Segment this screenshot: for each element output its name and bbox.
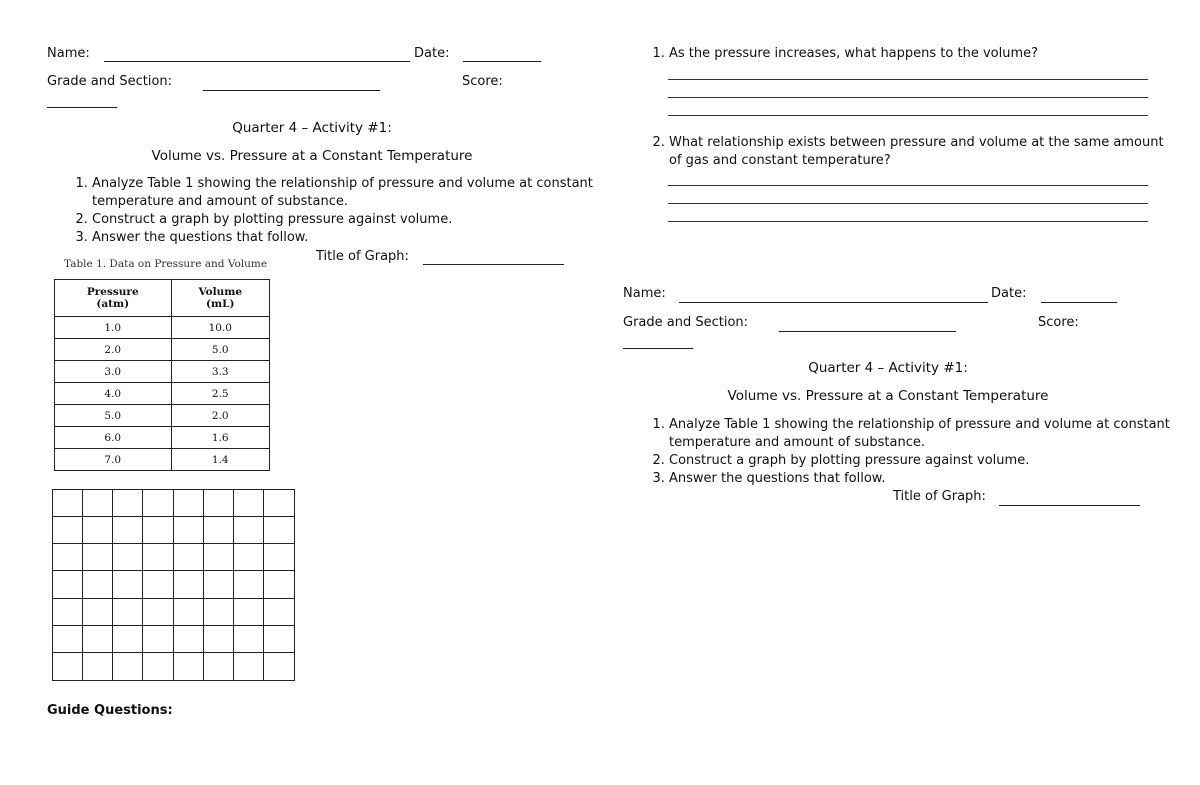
instruction-item: 1. Analyze Table 1 showing the relationship of pressure and volume at constant temperature and amount of substance. [92, 175, 612, 211]
pressure-cell: 3.0 [55, 361, 172, 383]
activity-title: Quarter 4 – Activity #1: [232, 120, 392, 136]
table-row [55, 405, 270, 427]
pressure-cell: 7.0 [55, 449, 172, 471]
graph-title-blank[interactable] [999, 505, 1140, 506]
graph-grid[interactable] [52, 489, 295, 681]
pressure-cell: 1.0 [55, 317, 172, 339]
grade-blank[interactable] [779, 331, 956, 332]
activity-subtitle: Volume vs. Pressure at a Constant Temperature [151, 148, 473, 164]
grade-blank[interactable] [203, 90, 380, 91]
name-label: Name: [623, 286, 666, 301]
instruction-item: 2. Construct a graph by plotting pressure against volume. [92, 211, 612, 229]
score-label: Score: [462, 74, 503, 89]
instructions-list [66, 175, 612, 247]
pressure-cell: 2.0 [55, 339, 172, 361]
activity-title: Quarter 4 – Activity #1: [808, 360, 968, 376]
table-row [55, 339, 270, 361]
date-label: Date: [991, 286, 1027, 301]
graph-title-label: Title of Graph: [893, 489, 986, 504]
instruction-item: 1. Analyze Table 1 showing the relationship of pressure and volume at constant temperature and amount of substance. [669, 416, 1189, 452]
name-blank[interactable] [679, 302, 988, 303]
answer-line[interactable] [668, 185, 1148, 186]
date-label: Date: [414, 46, 450, 61]
table-row [55, 449, 270, 471]
instruction-item: 3. Answer the questions that follow. [92, 229, 612, 247]
score-label: Score: [1038, 315, 1079, 330]
volume-cell: 2.0 [171, 405, 269, 427]
pressure-cell: 5.0 [55, 405, 172, 427]
volume-cell: 1.4 [171, 449, 269, 471]
table-caption: Table 1. Data on Pressure and Volume [64, 258, 268, 270]
answer-line[interactable] [668, 115, 1148, 116]
volume-cell: 1.6 [171, 427, 269, 449]
volume-cell: 10.0 [171, 317, 269, 339]
graph-title-blank[interactable] [423, 264, 564, 265]
pressure-cell: 4.0 [55, 383, 172, 405]
answer-line[interactable] [668, 221, 1148, 222]
guide-question-2 [643, 134, 1179, 170]
name-label: Name: [47, 46, 90, 61]
pressure-volume-table [54, 279, 270, 471]
table-row [55, 427, 270, 449]
volume-cell: 2.5 [171, 383, 269, 405]
pressure-header: Pressure (atm) [55, 280, 172, 317]
table-row [55, 317, 270, 339]
answer-line[interactable] [668, 97, 1148, 98]
question-text: 2. What relationship exists between pressure and volume at the same amount of gas and constant temperature? [669, 134, 1179, 170]
date-blank[interactable] [463, 61, 541, 62]
table-row [55, 383, 270, 405]
activity-subtitle: Volume vs. Pressure at a Constant Temperature [727, 388, 1049, 404]
volume-header: Volume (mL) [171, 280, 269, 317]
question-text: 1. As the pressure increases, what happens to the volume? [669, 45, 1179, 63]
volume-cell: 3.3 [171, 361, 269, 383]
grade-label: Grade and Section: [47, 74, 173, 89]
guide-question-1 [643, 45, 1179, 63]
answer-line[interactable] [668, 203, 1148, 204]
instructions-list [643, 416, 1189, 488]
graph-title-label: Title of Graph: [316, 249, 409, 264]
answer-line[interactable] [668, 79, 1148, 80]
pressure-cell: 6.0 [55, 427, 172, 449]
score-blank[interactable] [47, 107, 117, 108]
guide-questions-label: Guide Questions: [47, 703, 173, 718]
score-blank[interactable] [623, 348, 693, 349]
instruction-item: 2. Construct a graph by plotting pressure against volume. [669, 452, 1189, 470]
name-blank[interactable] [104, 61, 410, 62]
table-header-row [55, 280, 270, 317]
volume-cell: 5.0 [171, 339, 269, 361]
date-blank[interactable] [1041, 302, 1117, 303]
instruction-item: 3. Answer the questions that follow. [669, 470, 1189, 488]
grade-label: Grade and Section: [623, 315, 749, 330]
table-row [55, 361, 270, 383]
